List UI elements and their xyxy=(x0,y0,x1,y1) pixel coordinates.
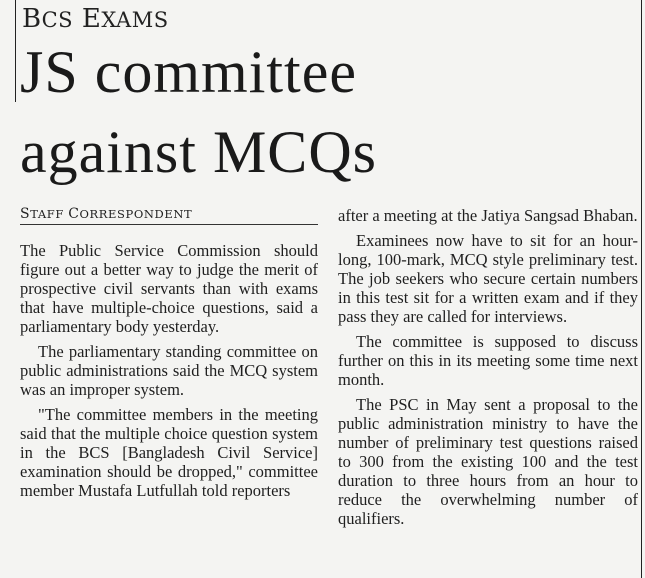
article-paragraph: The committee is supposed to discuss further on this in its meeting some time next month. xyxy=(338,332,638,389)
byline: STAFF CORRESPONDENT xyxy=(20,206,318,225)
article-paragraph: "The committee members in the meeting said that the multiple choice question system in the BCS [Bangladesh Civil Service] examination should be dropped," committee member Mustafa Lutfullah told reporters xyxy=(20,405,318,500)
article-paragraph: The parliamentary standing committee on public administrations said the MCQ system was an improper system. xyxy=(20,342,318,399)
headline-line-1: JS committee xyxy=(20,39,357,105)
column-rule-left xyxy=(15,0,16,102)
headline-line-2: against MCQs xyxy=(20,119,377,185)
article-paragraph: Examinees now have to sit for an hour-long, 100-mark, MCQ style preliminary test. The job seekers who secure certain numbers in this test sit for a written exam and if they pass they are called for interviews. xyxy=(338,231,638,326)
article-paragraph: The Public Service Commission should figure out a better way to judge the merit of prospective civil servants than with exams that have multiple-choice questions, said a parliamentary body yesterday. xyxy=(20,241,318,336)
column-rule-right xyxy=(641,0,642,578)
section-kicker xyxy=(22,3,169,36)
article-column-left xyxy=(20,206,318,506)
kicker-text: BCS EXAMS xyxy=(22,4,169,34)
article-paragraph: The PSC in May sent a proposal to the public administration ministry to have the number of preliminary test questions raised to 300 from the existing 100 and the test duration to three hours from an hour to reduce the overwhelming number of qualifiers. xyxy=(338,395,638,528)
article-column-right xyxy=(338,206,638,534)
article-paragraph: after a meeting at the Jatiya Sangsad Bhaban. xyxy=(338,206,638,225)
